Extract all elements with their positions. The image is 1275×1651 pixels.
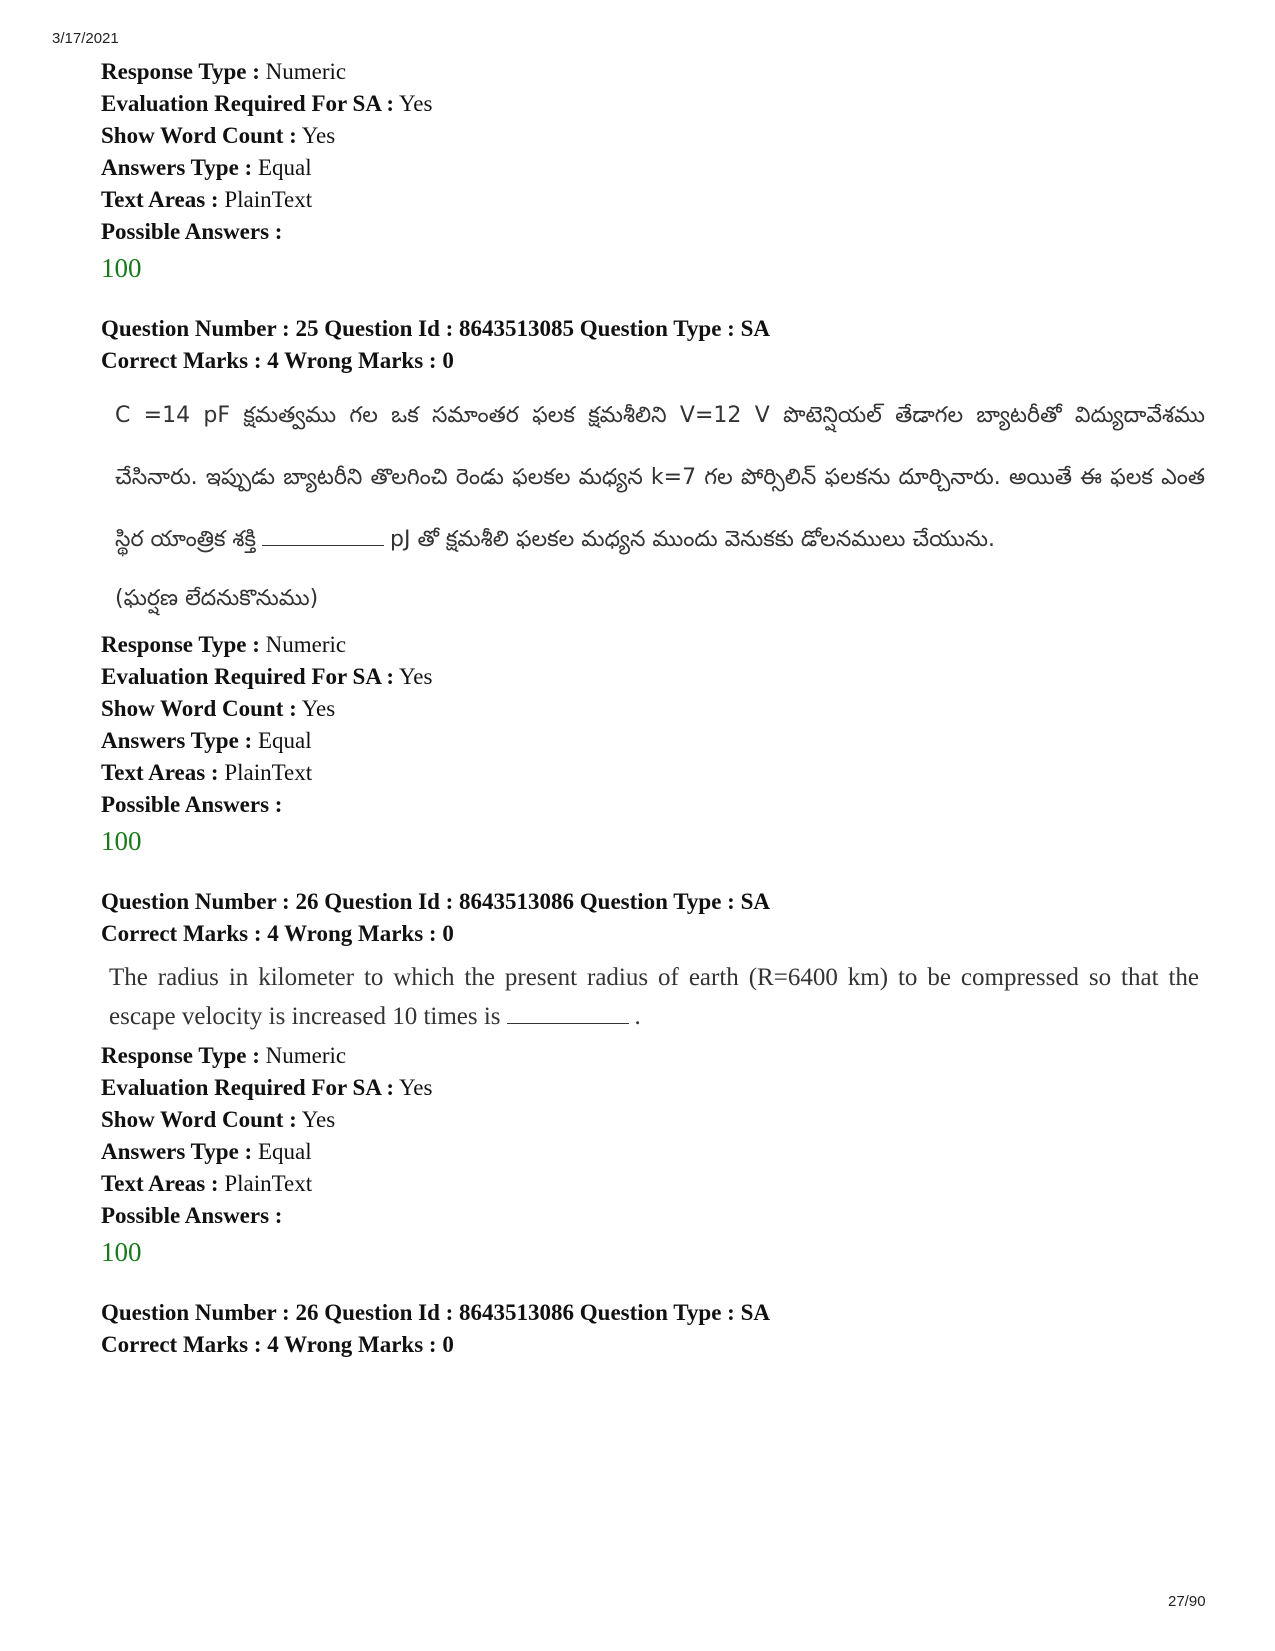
question-25 [101, 313, 1211, 860]
possible-answers-label: Possible Answers : [101, 219, 283, 244]
page-number: 27/90 [1168, 1593, 1206, 1610]
show-word-count-value: Yes [301, 696, 336, 721]
answers-type-row: Answers Type : Equal [101, 155, 312, 180]
evaluation-required-value: Yes [399, 1075, 433, 1100]
question-heading: Question Number : 25 Question Id : 8643513085 Question Type : SA [101, 316, 770, 341]
question-text: C =14 pF క్షమత్వము గల ఒక సమాంతర ఫలక క్షమశీలిని V=12 V పొటెన్షియల్ తేడాగల బ్యాటరీతో విద్యుదావేశము చేసినారు. ఇప్పుడు బ్యాటరీని తొలగించి రెండు ఫలకల మధ్యన k=7 గల పోర్సిలిన్ ఫలకను దూర్చినారు. అయితే ఈ ఫలక ఎంత స్థిర యాంత్రిక శక్తి pJ తో క్షమశీలి ఫలకల మధ్యన ముందు వెనుకకు డోలనములు చేయును. (ఘర్షణ లేదనుకొనుము) [115, 385, 1205, 629]
question-26 [101, 886, 1211, 1271]
show-word-count-row: Show Word Count : Yes [101, 696, 336, 721]
question-note: (ఘర్షణ లేదనుకొనుము) [115, 586, 319, 611]
response-type-row: Response Type : Numeric [101, 632, 347, 657]
evaluation-required-row: Evaluation Required For SA : Yes [101, 1075, 433, 1100]
possible-answers-label: Possible Answers : [101, 792, 283, 817]
show-word-count-value: Yes [301, 123, 336, 148]
response-type-value: Numeric [265, 632, 347, 657]
response-type-row: Response Type : Numeric [101, 1043, 347, 1068]
question-heading: Question Number : 26 Question Id : 8643513086 Question Type : SA [101, 889, 770, 914]
possible-answer-value: 100 [101, 826, 142, 856]
possible-answers-label: Possible Answers : [101, 1203, 283, 1228]
text-areas-value: PlainText [224, 760, 313, 785]
print-date: 3/17/2021 [52, 30, 119, 47]
answer-blank [262, 527, 384, 546]
question-24-details [101, 56, 1211, 287]
evaluation-required-row: Evaluation Required For SA : Yes [101, 664, 433, 689]
text-areas-row: Text Areas : PlainText [101, 1171, 313, 1196]
text-areas-row: Text Areas : PlainText [101, 760, 313, 785]
evaluation-required-row: Evaluation Required For SA : Yes [101, 91, 433, 116]
evaluation-required-value: Yes [399, 664, 433, 689]
question-marks: Correct Marks : 4 Wrong Marks : 0 [101, 921, 454, 946]
response-type-value: Numeric [265, 59, 347, 84]
question-text: The radius in kilometer to which the present radius of earth (R=6400 km) to be compressed so that the escape velocity is increased 10 times is . [109, 964, 1199, 1030]
question-marks: Correct Marks : 4 Wrong Marks : 0 [101, 348, 454, 373]
response-type-row: Response Type : Numeric [101, 59, 347, 84]
answers-type-row: Answers Type : Equal [101, 728, 312, 753]
show-word-count-row: Show Word Count : Yes [101, 123, 336, 148]
show-word-count-value: Yes [301, 1107, 336, 1132]
response-type-value: Numeric [265, 1043, 347, 1068]
text-areas-value: PlainText [224, 187, 313, 212]
document-body [101, 56, 1211, 1361]
possible-answer-value: 100 [101, 1237, 142, 1267]
question-26-repeat [101, 1297, 1211, 1361]
text-areas-row: Text Areas : PlainText [101, 187, 313, 212]
show-word-count-row: Show Word Count : Yes [101, 1107, 336, 1132]
question-marks: Correct Marks : 4 Wrong Marks : 0 [101, 1332, 454, 1357]
possible-answer-value: 100 [101, 253, 142, 283]
answers-type-row: Answers Type : Equal [101, 1139, 312, 1164]
evaluation-required-value: Yes [399, 91, 433, 116]
text-areas-value: PlainText [224, 1171, 313, 1196]
answers-type-value: Equal [257, 1139, 312, 1164]
question-heading: Question Number : 26 Question Id : 8643513086 Question Type : SA [101, 1300, 770, 1325]
answers-type-value: Equal [257, 728, 312, 753]
answers-type-value: Equal [257, 155, 312, 180]
answer-blank [507, 1005, 629, 1024]
